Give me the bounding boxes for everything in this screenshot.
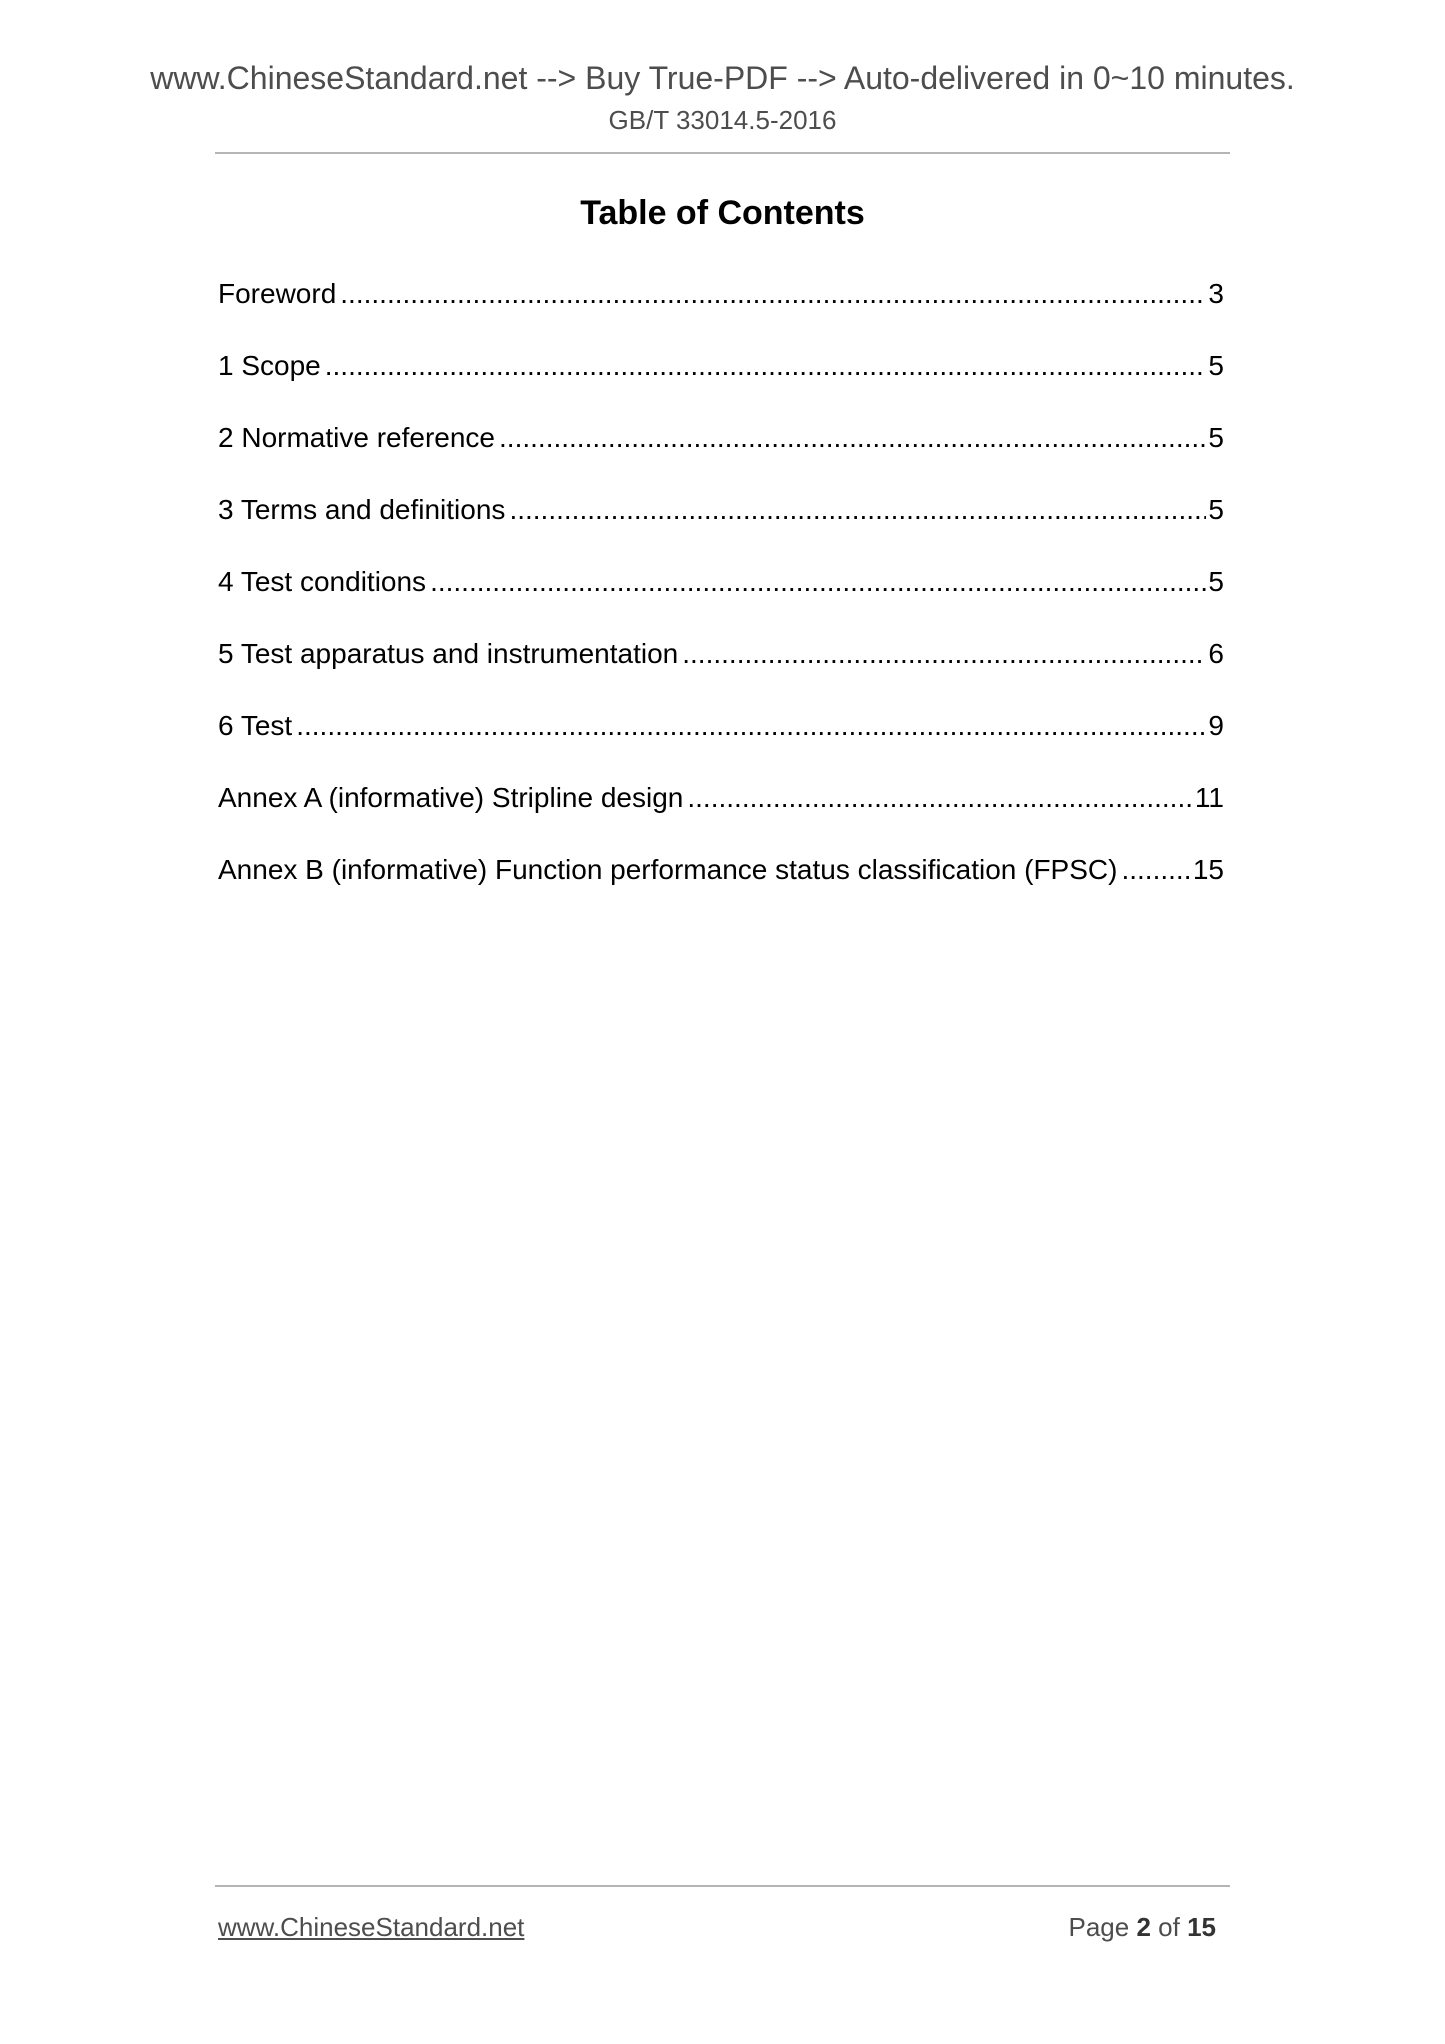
toc-page-number: 15	[1192, 854, 1224, 885]
table-of-contents	[218, 272, 1224, 920]
toc-dot-leader	[1121, 848, 1190, 892]
toc-dot-leader	[682, 632, 1206, 676]
footer-page-indicator	[1068, 1907, 1216, 1947]
toc-entry-foreword[interactable]	[218, 272, 1224, 344]
header-banner: www.ChineseStandard.net --> Buy True-PDF --> Auto-delivered in 0~10 minutes.	[150, 60, 1295, 96]
toc-entry-test-apparatus[interactable]	[218, 632, 1224, 704]
toc-entry-label: Annex B (informative) Function performance status classification (FPSC)	[218, 854, 1118, 885]
toc-entry-label: Foreword	[218, 278, 337, 309]
toc-entry-annex-b[interactable]	[218, 848, 1224, 920]
toc-page-number: 6	[1208, 638, 1224, 669]
toc-dot-leader	[325, 344, 1207, 388]
toc-page-number: 5	[1208, 422, 1224, 453]
footer-page-word: Page	[1068, 1912, 1130, 1942]
toc-page-number: 11	[1194, 782, 1224, 813]
toc-entry-test[interactable]	[218, 704, 1224, 776]
footer-of-word: of	[1158, 1912, 1180, 1942]
footer-current-page: 2	[1136, 1912, 1151, 1942]
toc-page-number: 9	[1208, 710, 1224, 741]
toc-dot-leader	[509, 488, 1206, 532]
toc-entry-label: 5 Test apparatus and instrumentation	[218, 638, 679, 669]
toc-entry-label: 2 Normative reference	[218, 422, 496, 453]
toc-entry-annex-a[interactable]	[218, 776, 1224, 848]
toc-dot-leader	[430, 560, 1206, 604]
toc-entry-terms-and-definitions[interactable]	[218, 488, 1224, 560]
toc-dot-leader	[499, 416, 1206, 460]
toc-entry-label: 1 Scope	[218, 350, 321, 381]
footer-website-link[interactable]: www.ChineseStandard.net	[218, 1912, 525, 1942]
toc-entry-label: 4 Test conditions	[218, 566, 427, 597]
toc-entry-label: 3 Terms and definitions	[218, 494, 506, 525]
toc-dot-leader	[340, 272, 1206, 316]
footer-divider	[215, 1885, 1230, 1887]
toc-entry-label: 6 Test	[218, 710, 293, 741]
toc-entry-scope[interactable]	[218, 344, 1224, 416]
toc-page-number: 5	[1208, 566, 1224, 597]
page-title: Table of Contents	[580, 194, 865, 232]
document-code: GB/T 33014.5-2016	[608, 105, 837, 135]
toc-entry-label: Annex A (informative) Stripline design	[218, 782, 684, 813]
toc-dot-leader	[687, 776, 1193, 820]
page-footer	[218, 1907, 1216, 1947]
toc-page-number: 3	[1208, 278, 1224, 309]
toc-entry-test-conditions[interactable]	[218, 560, 1224, 632]
toc-dot-leader	[296, 704, 1206, 748]
header-divider	[215, 152, 1230, 154]
toc-page-number: 5	[1208, 494, 1224, 525]
footer-total-pages: 15	[1187, 1912, 1216, 1942]
toc-entry-normative-reference[interactable]	[218, 416, 1224, 488]
toc-page-number: 5	[1208, 350, 1224, 381]
